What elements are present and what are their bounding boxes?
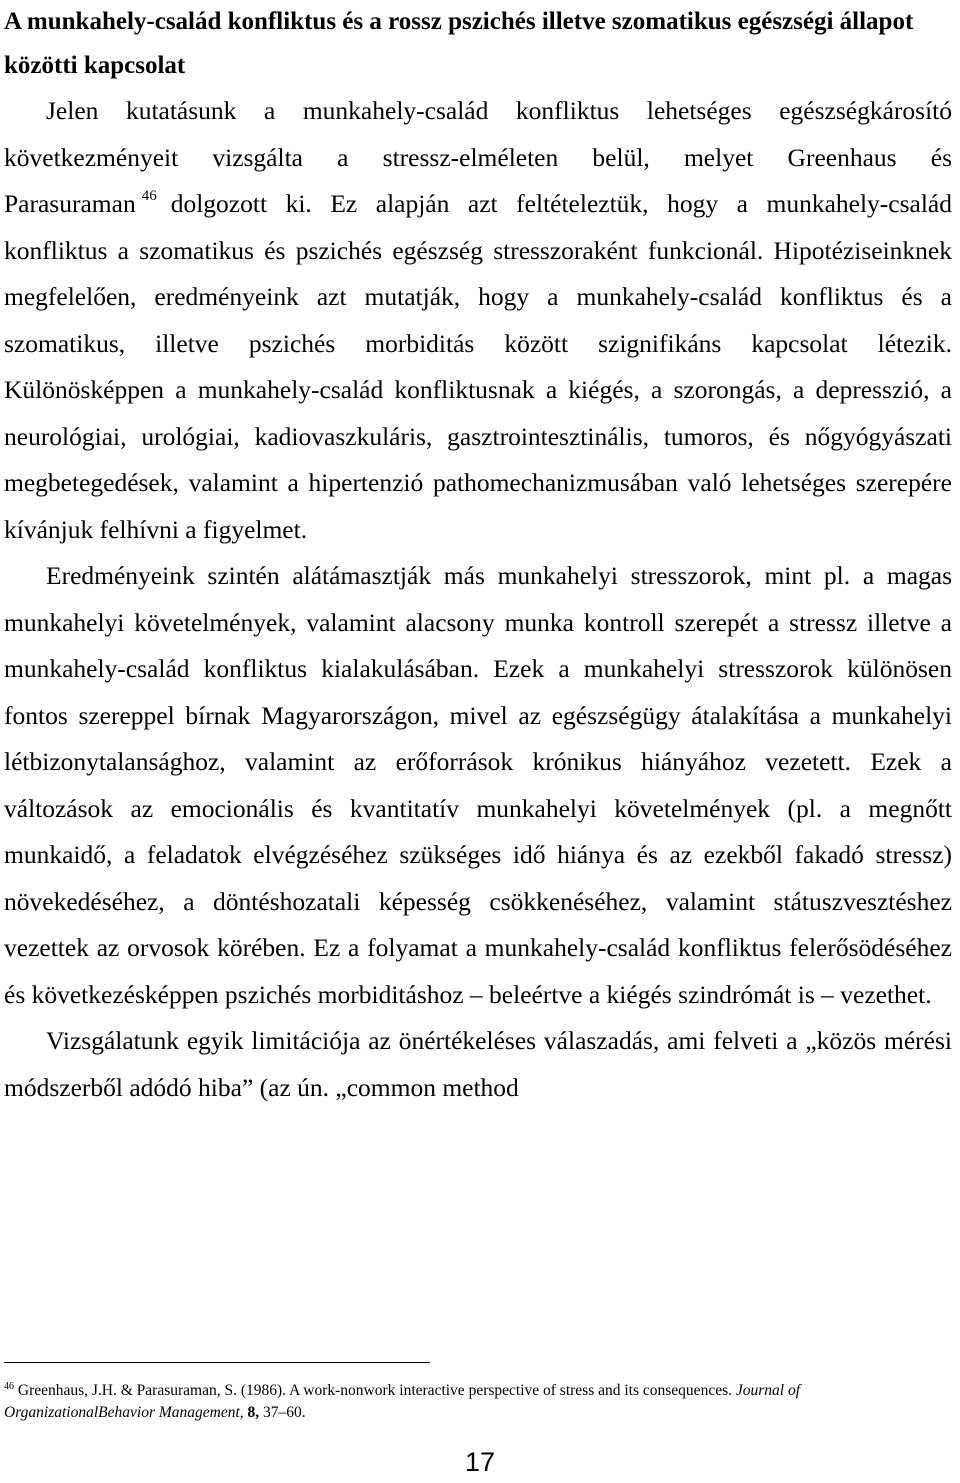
document-page	[4, 0, 952, 1111]
paragraph-3: Vizsgálatunk egyik limitációja az önértékeléses válaszadás, ami felveti a „közös mérési módszerből adódó hiba” (az ún. „common method	[4, 1026, 952, 1102]
footnote-pages: 37–60.	[263, 1404, 306, 1421]
footnote-reference[interactable]: 46	[141, 188, 157, 204]
footnote-divider	[4, 1362, 430, 1363]
paragraph-2: Eredményeink szintén alátámasztják más munkahelyi stresszorok, mint pl. a magas munkahelyi követelmények, valamint alacsony munka kontroll szerepét a stressz illetve a munkahely-család konfliktus kialakulásában. Ezek a munkahelyi stresszorok különösen fontos szereppel bírnak Magyarországon, mivel az egészségügy átalakítása a munkahelyi létbizonytalansághoz, valamint az erőforrások krónikus hiányához vezetett. Ezek a változások az emocionális és kvantitatív munkahelyi követelmények (pl. a megnőtt munkaidő, a feladatok elvégzéséhez szükséges idő hiánya és az ezekből fakadó stressz) növekedéséhez, a döntéshozatali képesség csökkenéséhez, valamint státuszvesztéshez vezettek az orvosok körében. Ez a folyamat a munkahely-család konfliktus felerősödéséhez és következésképpen pszichés morbiditáshoz – beleértve a kiégés szindrómát is – vezethet.	[4, 561, 952, 1009]
page-number: 17	[464, 1447, 496, 1477]
paragraph-1-text-before-ref: Jelen kutatásunk a munkahely-család konfliktus lehetséges egészségkárosító következményeit vizsgálta a stressz-elméleten belül, melyet Greenhaus és Parasuraman	[4, 96, 952, 218]
footnote	[4, 1380, 952, 1424]
paragraph-1	[4, 88, 952, 553]
paragraph-1-text-after-ref: dolgozott ki. Ez alapján azt feltételeztük, hogy a munkahely-család konfliktus a szomatikus és pszichés egészség stresszoraként funkcionál. Hipotéziseinknek megfelelően, eredményeink azt mutatják, hogy a munkahely-család konfliktus és a szomatikus, illetve pszichés morbiditás között szignifikáns kapcsolat létezik. Különösképpen a munkahely-család konfliktusnak a kiégés, a szorongás, a depresszió, a neurológiai, urológiai, kadiovaszkuláris, gasztrointesztinális, tumoros, és nőgyógyászati megbetegedések, valamint a hipertenzió pathomechanizmusában való lehetséges szerepére kívánjuk felhívni a figyelmet.	[4, 189, 952, 544]
footnote-journal: Journal of OrganizationalBehavior Management,	[4, 1382, 801, 1421]
section-heading: A munkahely-család konfliktus és a rossz pszichés illetve szomatikus egészségi állapot közötti kapcsolat	[4, 8, 914, 79]
footnote-volume: 8,	[247, 1404, 260, 1421]
footnote-number: 46	[4, 1381, 14, 1392]
footnote-authors: Greenhaus, J.H. & Parasuraman, S. (1986). A work-nonwork interactive perspective of stress and its consequences.	[17, 1382, 732, 1399]
